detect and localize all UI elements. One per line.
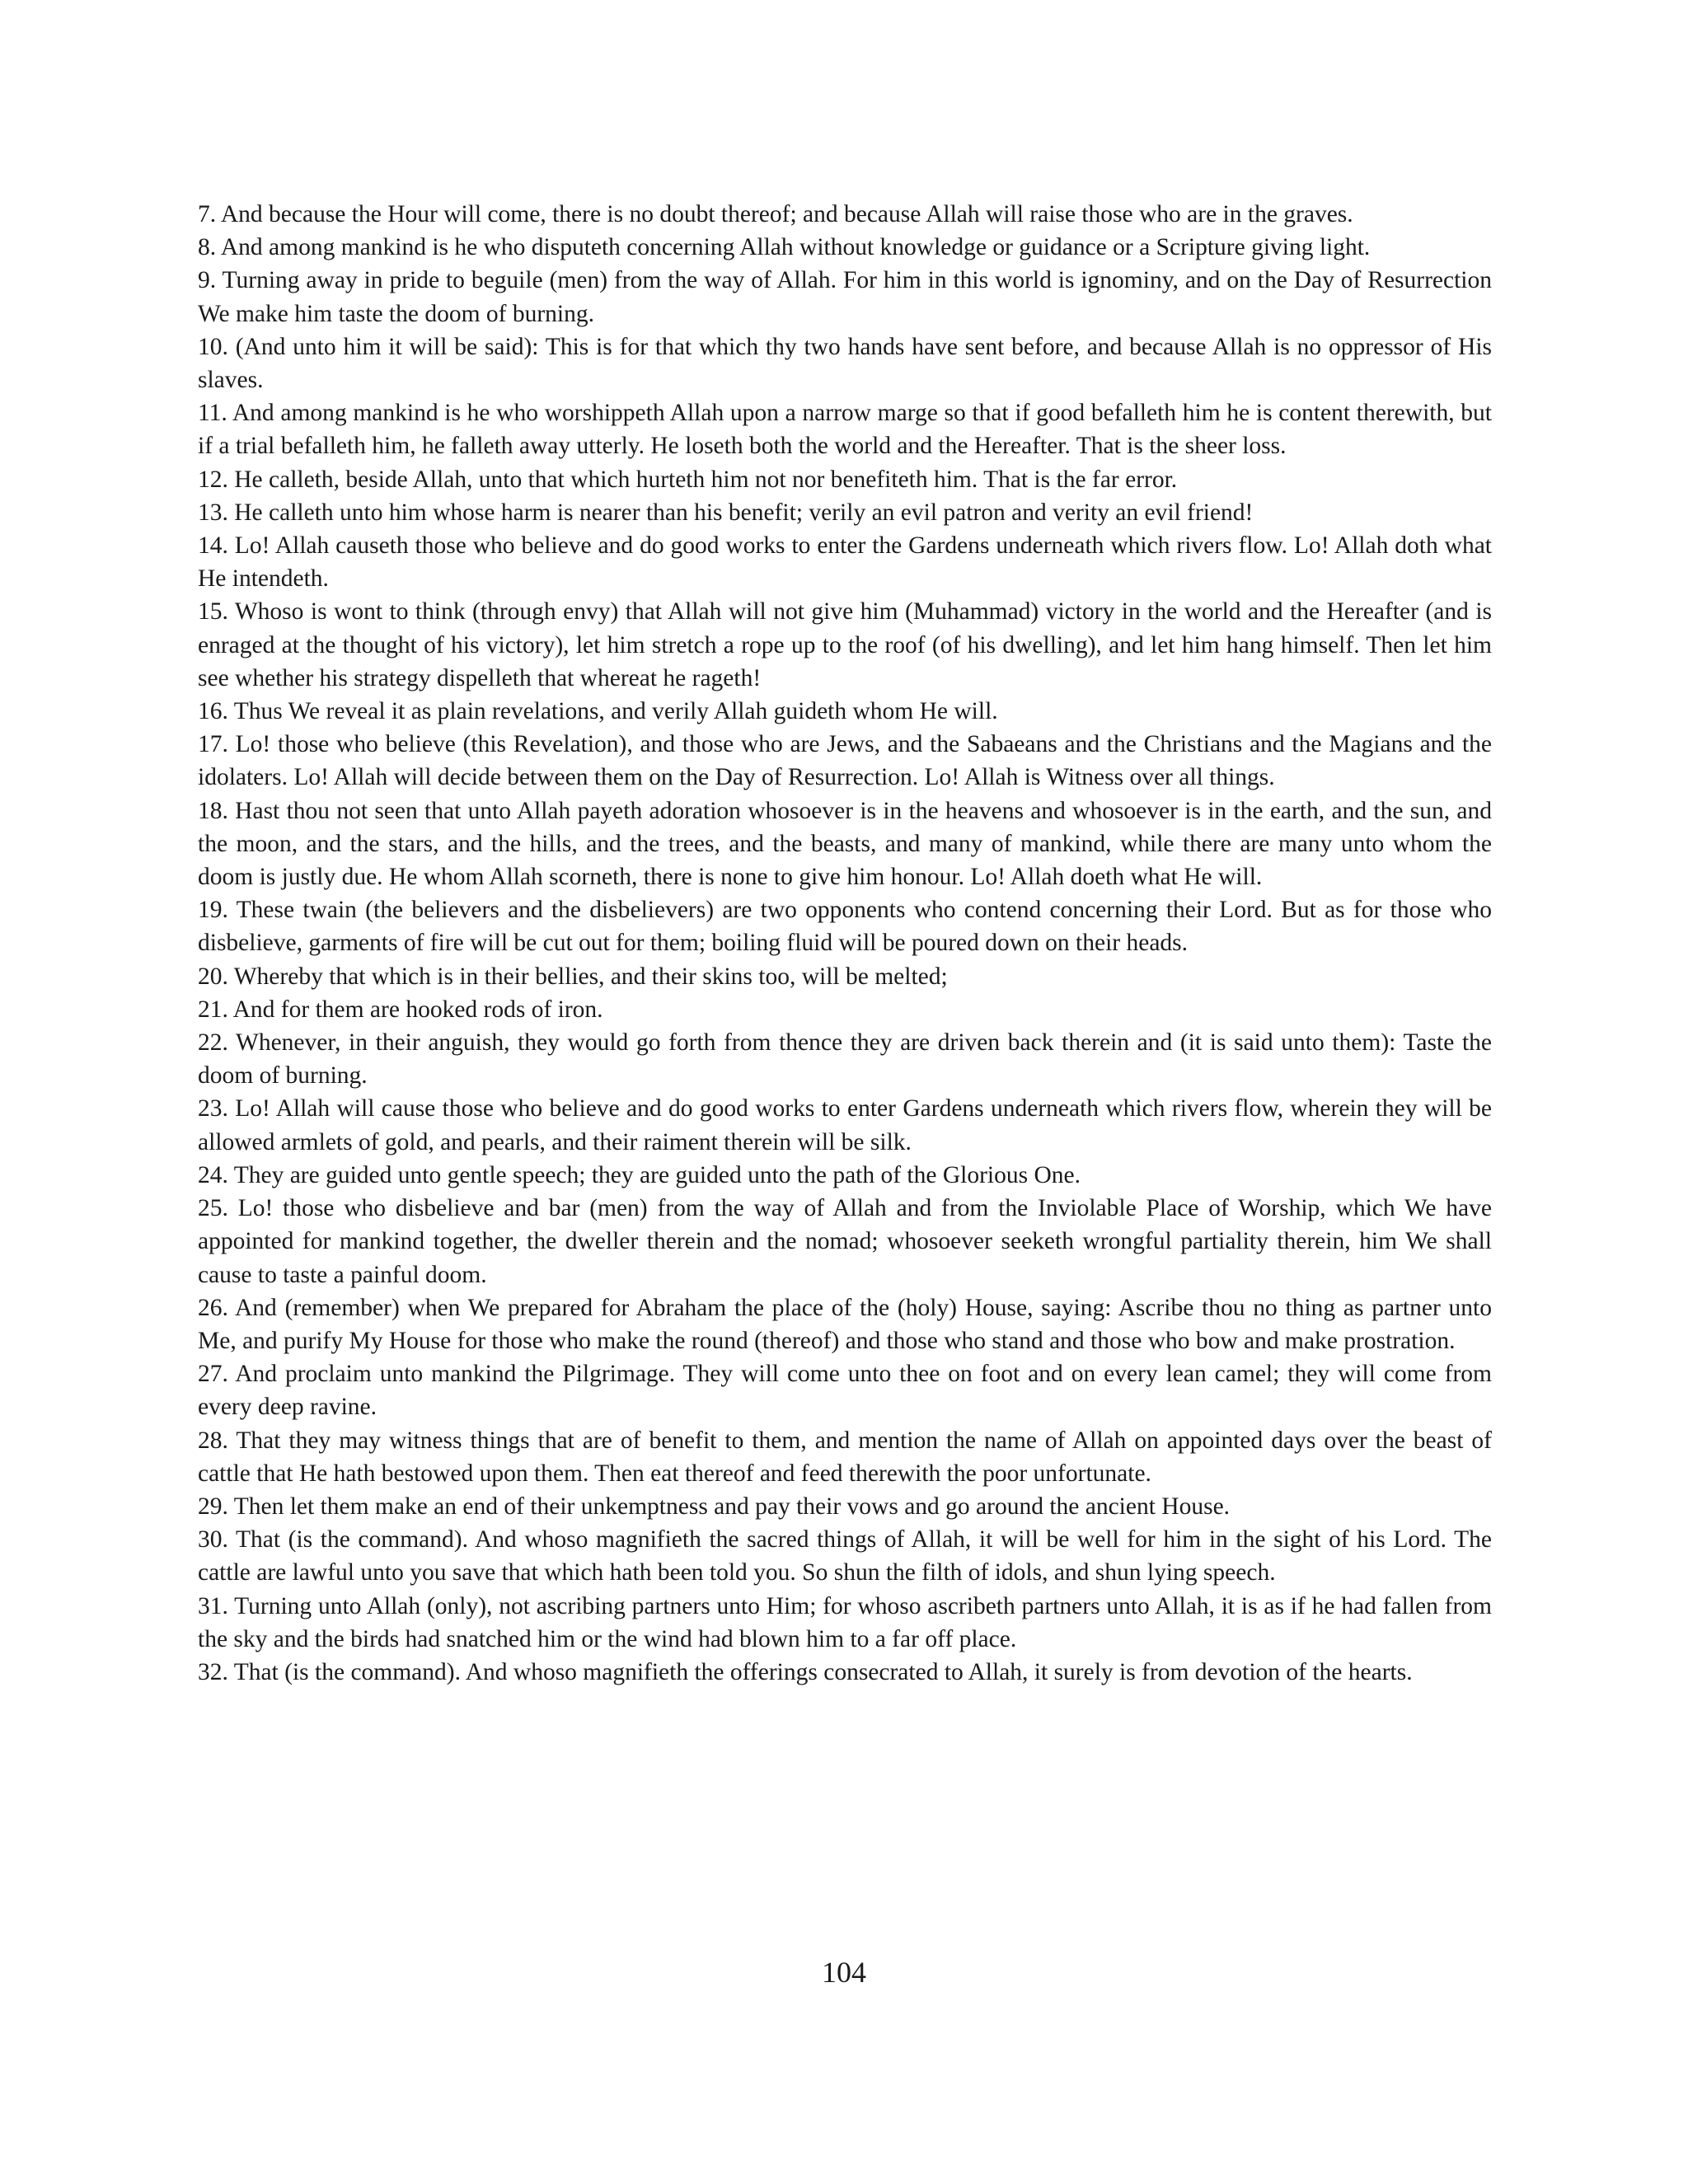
verse-12: 12. He calleth, beside Allah, unto that which hurteth him not nor benefiteth him. That is the far error. xyxy=(198,466,1178,493)
verse-26: 26. And (remember) when We prepared for Abraham the place of the (holy) House, saying: Ascribe thou no thing as partner unto Me, and purify My House for those who make the round (thereof) and those who stand and those who bow and make prostration. xyxy=(198,1294,1492,1354)
verse-14: 14. Lo! Allah causeth those who believe and do good works to enter the Gardens underneath which rivers flow. Lo! Allah doth what He intendeth. xyxy=(198,532,1492,593)
verse-list xyxy=(198,198,1492,1689)
verse-28: 28. That they may witness things that are of benefit to them, and mention the name of Allah on appointed days over the beast of cattle that He hath bestowed upon them. Then eat thereof and feed therewith the poor unfortunate. xyxy=(198,1427,1492,1487)
verse-25: 25. Lo! those who disbelieve and bar (men) from the way of Allah and from the Inviolable Place of Worship, which We have appointed for mankind together, the dweller therein and the nomad; whosoever seeketh wrongful partiality therein, him We shall cause to taste a painful doom. xyxy=(198,1195,1492,1288)
verse-31: 31. Turning unto Allah (only), not ascribing partners unto Him; for whoso ascribeth partners unto Allah, it is as if he had fallen from the sky and the birds had snatched him or the wind had blown him to a far off place. xyxy=(198,1592,1492,1652)
verse-16: 16. Thus We reveal it as plain revelations, and verily Allah guideth whom He will. xyxy=(198,698,998,725)
verse-23: 23. Lo! Allah will cause those who believe and do good works to enter Gardens underneath which rivers flow, wherein they will be allowed armlets of gold, and pearls, and their raiment therein will be silk. xyxy=(198,1095,1492,1155)
verse-22: 22. Whenever, in their anguish, they would go forth from thence they are driven back therein and (it is said unto them): Taste the doom of burning. xyxy=(198,1029,1492,1090)
verse-7: 7. And because the Hour will come, there is no doubt thereof; and because Allah will raise those who are in the graves. xyxy=(198,201,1353,227)
verse-8: 8. And among mankind is he who disputeth concerning Allah without knowledge or guidance or a Scripture giving light. xyxy=(198,234,1371,261)
verse-20: 20. Whereby that which is in their bellies, and their skins too, will be melted; xyxy=(198,963,948,990)
verse-29: 29. Then let them make an end of their unkemptness and pay their vows and go around the ancient House. xyxy=(198,1493,1231,1520)
verse-9: 9. Turning away in pride to beguile (men) from the way of Allah. For him in this world is ignominy, and on the Day of Resurrection We make him taste the doom of burning. xyxy=(198,267,1492,327)
verse-15: 15. Whoso is wont to think (through envy) that Allah will not give him (Muhammad) victory in the world and the Hereafter (and is enraged at the thought of his victory), let him stretch a rope up to the roof (of his dwelling), and let him hang himself. Then let him see whether his strategy dispelleth that whereat he rageth! xyxy=(198,598,1492,691)
verse-18: 18. Hast thou not seen that unto Allah payeth adoration whosoever is in the heavens and whosoever is in the earth, and the sun, and the moon, and the stars, and the hills, and the trees, and the beasts, and many of mankind, while there are many unto whom the doom is justly due. He whom Allah scorneth, there is none to give him honour. Lo! Allah doeth what He will. xyxy=(198,797,1492,891)
verse-32: 32. That (is the command). And whoso magnifieth the offerings consecrated to Allah, it surely is from devotion of the hearts. xyxy=(198,1658,1413,1685)
verse-24: 24. They are guided unto gentle speech; they are guided unto the path of the Glorious One. xyxy=(198,1161,1081,1188)
verse-13: 13. He calleth unto him whose harm is nearer than his benefit; verily an evil patron and verity an evil friend! xyxy=(198,499,1254,526)
page-body xyxy=(198,198,1492,1689)
verse-27: 27. And proclaim unto mankind the Pilgrimage. They will come unto thee on foot and on every lean camel; they will come from every deep ravine. xyxy=(198,1361,1492,1421)
verse-19: 19. These twain (the believers and the disbelievers) are two opponents who contend concerning their Lord. But as for those who disbelieve, garments of fire will be cut out for them; boiling fluid will be poured down on their heads. xyxy=(198,897,1492,957)
verse-11: 11. And among mankind is he who worshippeth Allah upon a narrow marge so that if good befalleth him he is content therewith, but if a trial befalleth him, he falleth away utterly. He loseth both the world and the Hereafter. That is the sheer loss. xyxy=(198,400,1492,460)
page-number: 104 xyxy=(822,1956,866,1989)
verse-17: 17. Lo! those who believe (this Revelation), and those who are Jews, and the Sabaeans and the Christians and the Magians and the idolaters. Lo! Allah will decide between them on the Day of Resurrection. Lo! Allah is Witness over all things. xyxy=(198,731,1492,791)
verse-30: 30. That (is the command). And whoso magnifieth the sacred things of Allah, it will be well for him in the sight of his Lord. The cattle are lawful unto you save that which hath been told you. So shun the filth of idols, and shun lying speech. xyxy=(198,1526,1492,1586)
verse-10: 10. (And unto him it will be said): This is for that which thy two hands have sent before, and because Allah is no oppressor of His slaves. xyxy=(198,333,1492,394)
verse-21: 21. And for them are hooked rods of iron. xyxy=(198,996,603,1023)
